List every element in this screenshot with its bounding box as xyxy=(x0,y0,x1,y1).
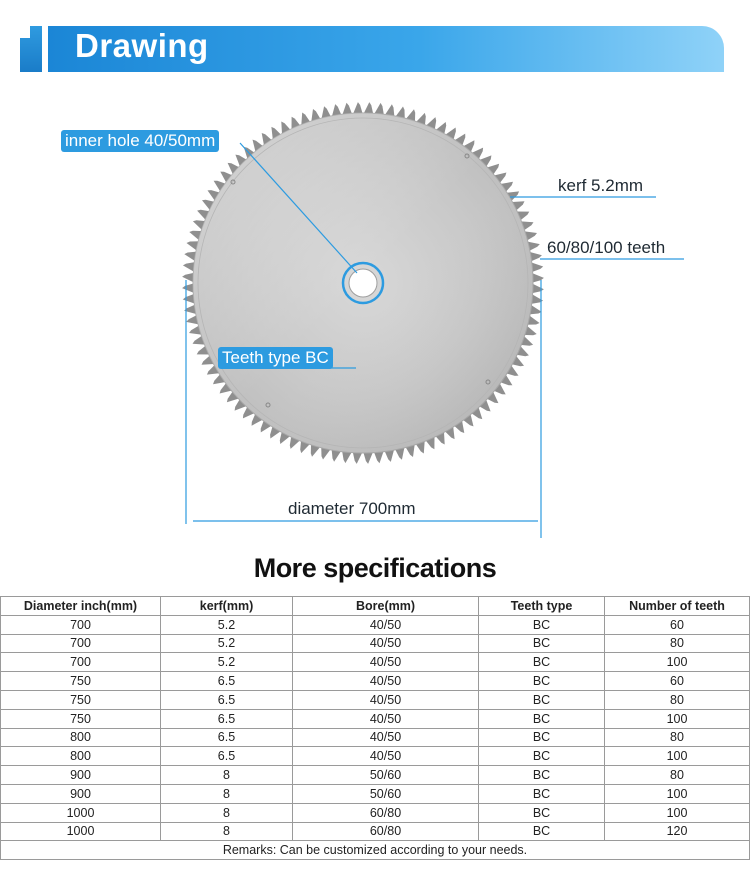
table-cell: 750 xyxy=(1,709,161,728)
kerf-label: kerf 5.2mm xyxy=(558,176,644,195)
saw-blade-drawing xyxy=(0,80,750,550)
table-cell: BC xyxy=(479,822,605,841)
column-header: Bore(mm) xyxy=(293,597,479,616)
table-cell: 6.5 xyxy=(161,747,293,766)
bore-hole xyxy=(349,269,377,297)
table-row xyxy=(1,634,750,653)
table-cell: 6.5 xyxy=(161,690,293,709)
table-cell: 100 xyxy=(605,653,750,672)
table-row xyxy=(1,803,750,822)
table-cell: BC xyxy=(479,672,605,691)
table-cell: 700 xyxy=(1,634,161,653)
table-cell: 6.5 xyxy=(161,709,293,728)
table-cell: 40/50 xyxy=(293,728,479,747)
table-cell: BC xyxy=(479,709,605,728)
table-cell: 50/60 xyxy=(293,766,479,785)
table-cell: BC xyxy=(479,653,605,672)
table-row xyxy=(1,728,750,747)
table-cell: 80 xyxy=(605,634,750,653)
remarks-text: Remarks: Can be customized according to your needs. xyxy=(1,841,750,860)
teeth-count-label: 60/80/100 teeth xyxy=(547,238,666,257)
table-cell: 120 xyxy=(605,822,750,841)
table-cell: 900 xyxy=(1,784,161,803)
table-cell: 800 xyxy=(1,728,161,747)
table-cell: 750 xyxy=(1,690,161,709)
table-cell: BC xyxy=(479,766,605,785)
table-cell: 80 xyxy=(605,766,750,785)
table-cell: 80 xyxy=(605,690,750,709)
table-cell: 6.5 xyxy=(161,672,293,691)
table-row xyxy=(1,653,750,672)
table-cell: 100 xyxy=(605,747,750,766)
remarks-row xyxy=(1,841,750,860)
table-row xyxy=(1,690,750,709)
inner-hole-label: inner hole 40/50mm xyxy=(61,130,219,152)
table-cell: 40/50 xyxy=(293,672,479,691)
table-cell: 8 xyxy=(161,766,293,785)
table-cell: 40/50 xyxy=(293,634,479,653)
table-cell: 40/50 xyxy=(293,747,479,766)
table-row xyxy=(1,709,750,728)
column-header: Diameter inch(mm) xyxy=(1,597,161,616)
table-cell: 5.2 xyxy=(161,615,293,634)
table-cell: 60 xyxy=(605,615,750,634)
table-cell: BC xyxy=(479,803,605,822)
column-header: kerf(mm) xyxy=(161,597,293,616)
table-cell: 60/80 xyxy=(293,803,479,822)
table-cell: 8 xyxy=(161,803,293,822)
table-cell: BC xyxy=(479,784,605,803)
column-header: Number of teeth xyxy=(605,597,750,616)
table-cell: 40/50 xyxy=(293,690,479,709)
table-cell: 6.5 xyxy=(161,728,293,747)
table-cell: 700 xyxy=(1,615,161,634)
diameter-label: diameter 700mm xyxy=(288,499,416,518)
table-cell: 1000 xyxy=(1,822,161,841)
table-cell: 40/50 xyxy=(293,653,479,672)
table-cell: 900 xyxy=(1,766,161,785)
table-cell: 8 xyxy=(161,784,293,803)
table-cell: 100 xyxy=(605,709,750,728)
table-cell: BC xyxy=(479,690,605,709)
table-row xyxy=(1,615,750,634)
table-header-row xyxy=(1,597,750,616)
table-cell: 5.2 xyxy=(161,653,293,672)
table-cell: 5.2 xyxy=(161,634,293,653)
table-cell: BC xyxy=(479,747,605,766)
table-cell: 100 xyxy=(605,784,750,803)
table-cell: 100 xyxy=(605,803,750,822)
table-row xyxy=(1,766,750,785)
table-cell: 40/50 xyxy=(293,615,479,634)
table-cell: 800 xyxy=(1,747,161,766)
column-header: Teeth type xyxy=(479,597,605,616)
table-cell: 750 xyxy=(1,672,161,691)
table-cell: 1000 xyxy=(1,803,161,822)
teeth-type-label: Teeth type BC xyxy=(218,347,333,369)
table-cell: 40/50 xyxy=(293,709,479,728)
section-title: Drawing xyxy=(75,27,209,64)
table-row xyxy=(1,747,750,766)
table-cell: BC xyxy=(479,634,605,653)
table-body xyxy=(1,615,750,859)
table-cell: 8 xyxy=(161,822,293,841)
table-cell: BC xyxy=(479,728,605,747)
table-row xyxy=(1,672,750,691)
table-cell: 50/60 xyxy=(293,784,479,803)
table-row xyxy=(1,822,750,841)
specifications-table xyxy=(0,596,750,860)
specifications-title: More specifications xyxy=(253,553,497,583)
table-cell: 80 xyxy=(605,728,750,747)
section-number-notch xyxy=(20,26,30,38)
table-cell: 60 xyxy=(605,672,750,691)
table-cell: BC xyxy=(479,615,605,634)
table-row xyxy=(1,784,750,803)
table-cell: 60/80 xyxy=(293,822,479,841)
table-cell: 700 xyxy=(1,653,161,672)
